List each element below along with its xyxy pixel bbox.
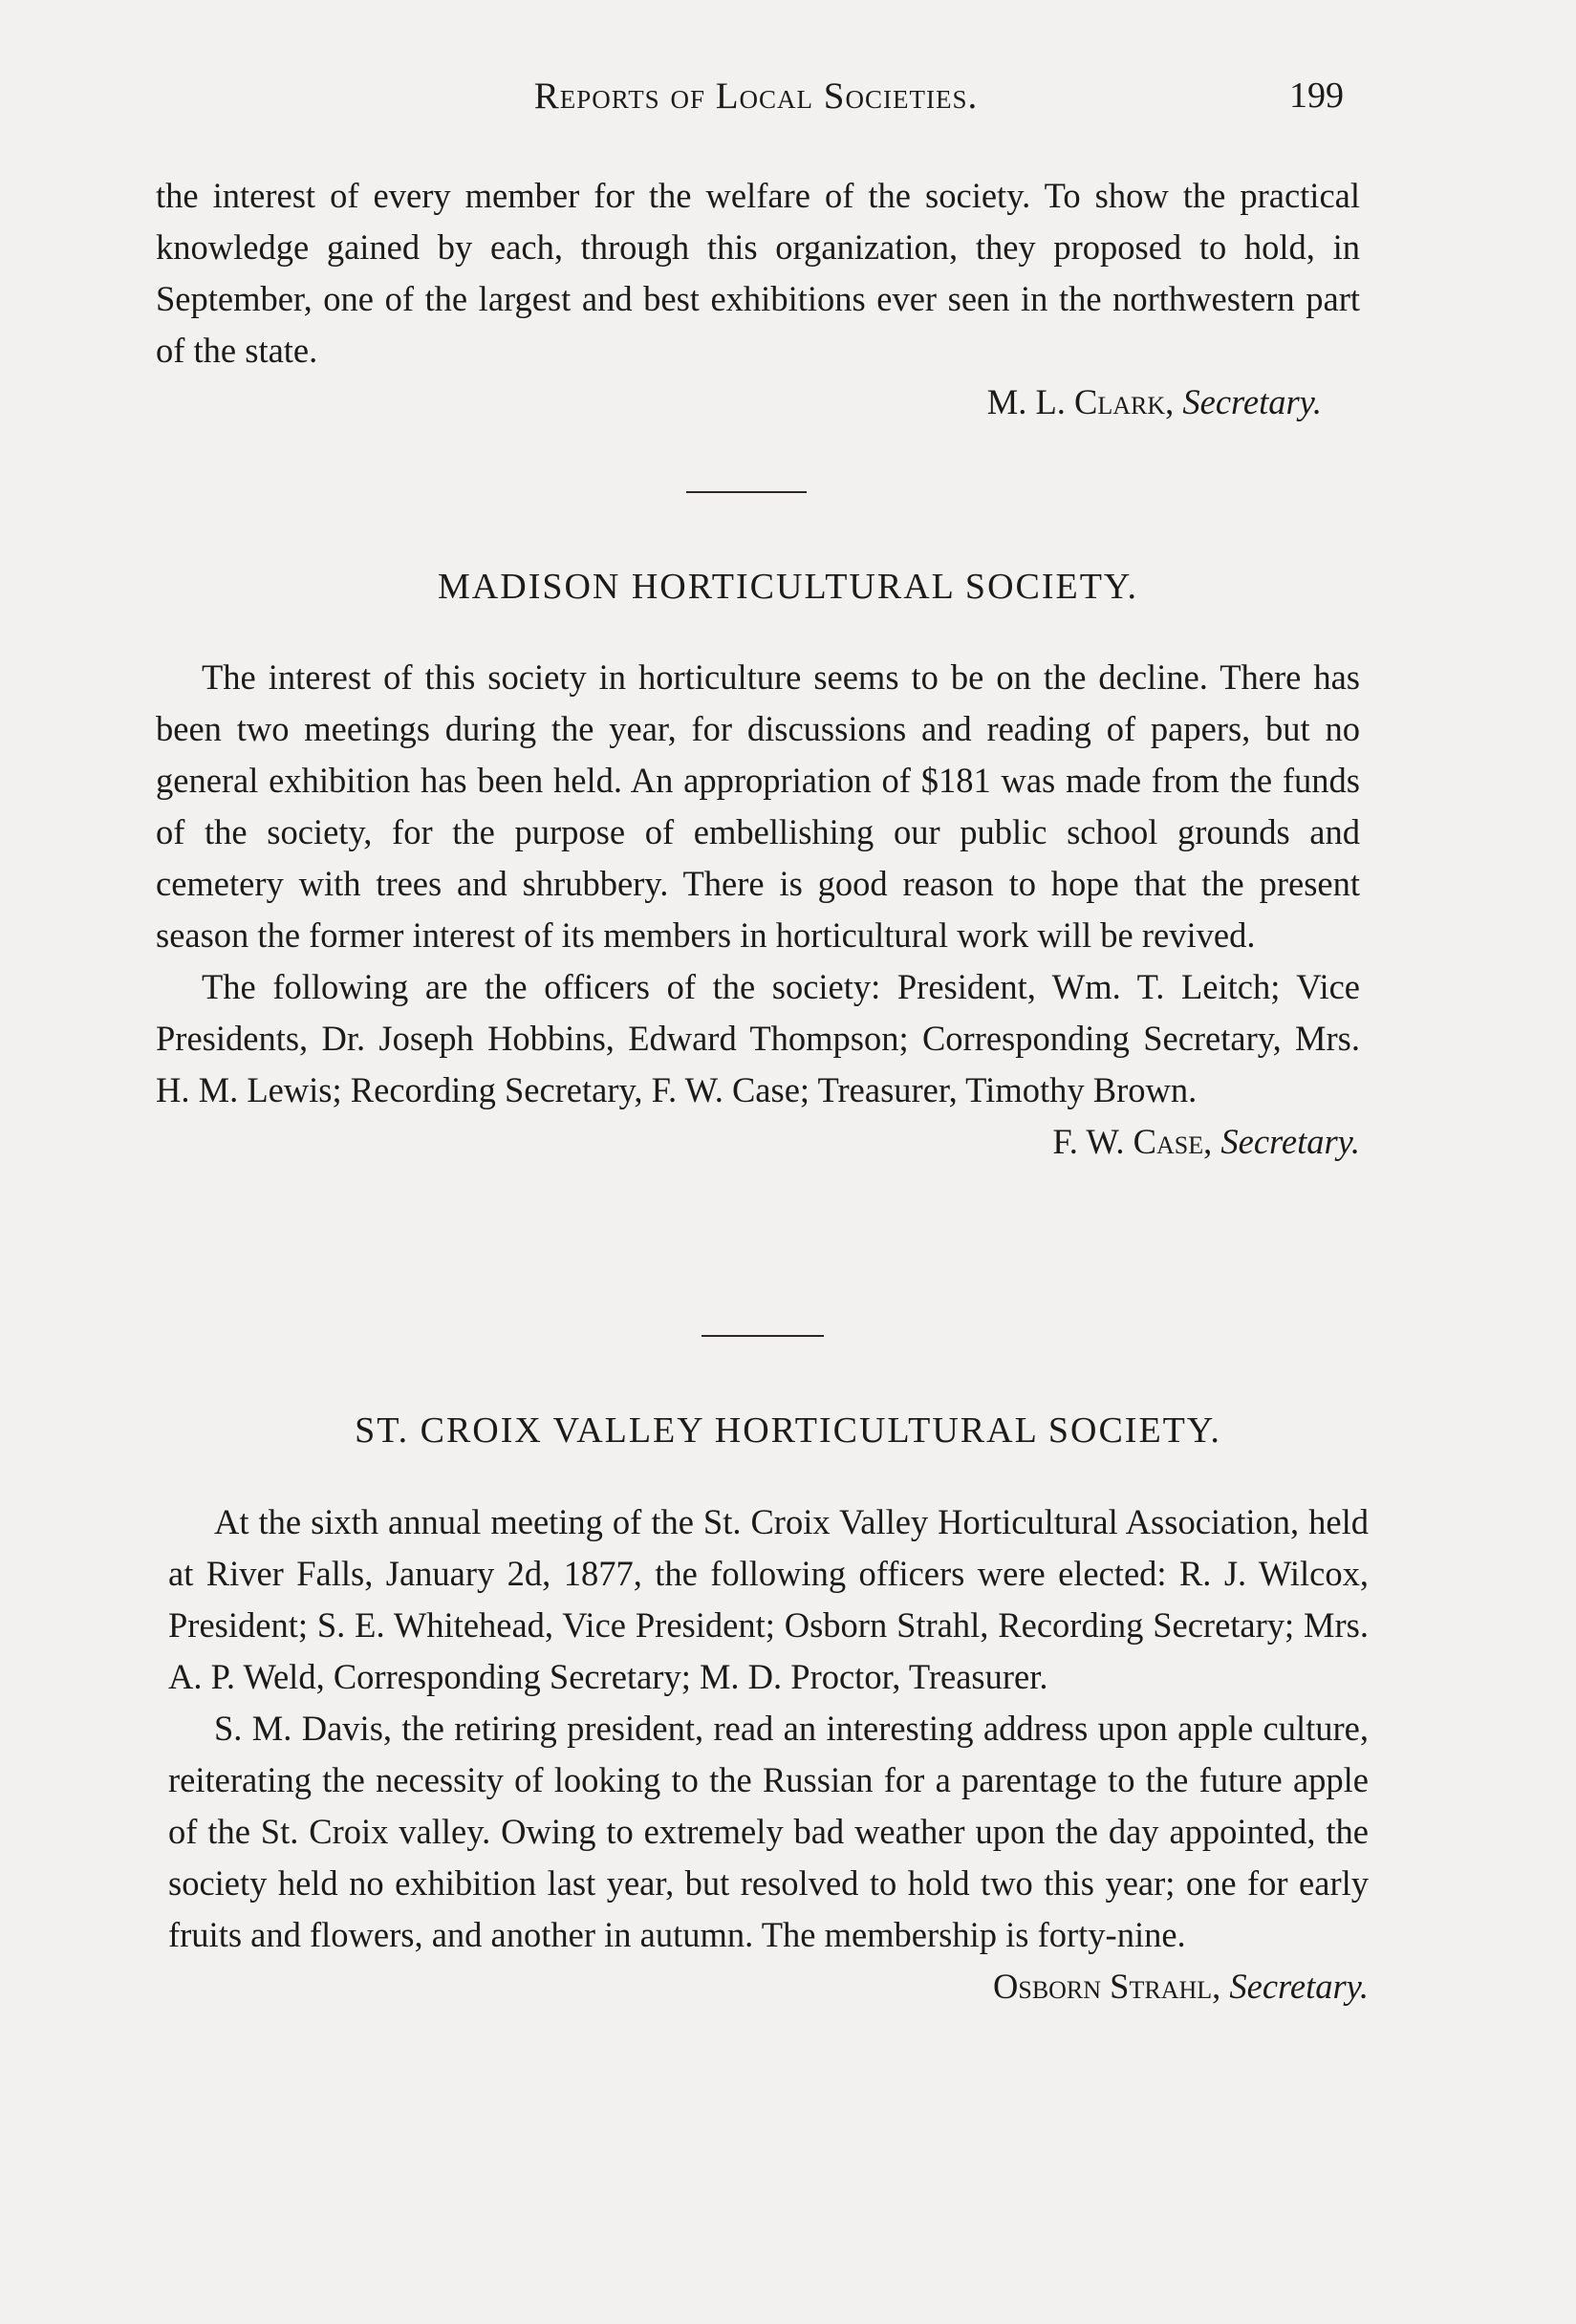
section-divider — [686, 491, 807, 493]
madison-paragraph-1: The interest of this society in horticulture seems to be on the decline. There has been two meetings during the year, for discussions and reading of papers, but no general exhibition has been held. An appropriation of $181 was made from the funds of the society, for the purpose of embellishing our public school grounds and cemetery with trees and shrubbery. There is good reason to hope that the present season the former interest of its members in horticultural work will be revived. — [156, 657, 1360, 955]
st-croix-paragraph-2-text: S. M. Davis, the retiring president, read an interesting address upon apple culture, reiterating the necessity of looking to the Russian for a parentage to the future apple of the St. Croix valley. Owing to extremely bad weather upon the day appointed, the society held no exhibition last year, but resolved to hold two this year; one for early fruits and flowers, and another in autumn. The membership is forty-nine. — [168, 1709, 1369, 1954]
signature-strahl — [947, 1961, 1369, 2012]
signature-name: F. W. Case, — [1052, 1122, 1213, 1161]
signature-name: Osborn Strahl, — [993, 1967, 1221, 2006]
running-title: Reports of Local Societies. — [533, 75, 979, 117]
madison-paragraph-2-text: The following are the officers of the society: President, Wm. T. Leitch; Vice Presidents, Dr. Joseph Hobbins, Edward Thompson; Corresponding Secretary, Mrs. H. M. Lewis; Recording Secretary, F. W. Case; Treasurer, Timothy Brown. — [156, 967, 1360, 1109]
st-croix-paragraph-1: At the sixth annual meeting of the St. Croix Valley Horticultural Association, held at River Falls, January 2d, 1877, the following officers were elected: R. J. Wilcox, President; S. E. Whitehead, Vice President; Osborn Strahl, Recording Secretary; Mrs. A. P. Weld, Corresponding Secretary; M. D. Proctor, Treasurer. — [168, 1502, 1369, 1696]
st-croix-paragraph-2 — [168, 1703, 1369, 2006]
section-title-st-croix: ST. CROIX VALLEY HORTICULTURAL SOCIETY. — [355, 1410, 1221, 1451]
section-divider — [702, 1335, 824, 1337]
section-st-croix — [168, 1496, 1369, 2012]
signature-name: M. L. Clark, — [986, 382, 1175, 421]
section-madison — [156, 652, 1360, 1168]
signature-role: Secretary. — [1220, 1122, 1360, 1161]
section-continuation — [156, 170, 1360, 428]
madison-paragraph-2 — [156, 961, 1360, 1161]
signature-role: Secretary. — [1182, 382, 1322, 421]
section-title-madison: MADISON HORTICULTURAL SOCIETY. — [438, 567, 1138, 607]
page-number: 199 — [1289, 75, 1344, 116]
signature-case — [1006, 1116, 1360, 1168]
continued-paragraph: the interest of every member for the welfare of the society. To show the practical knowledge gained by each, through this organization, they proposed to hold, in September, one of the largest and best exhibitions ever seen in the northwestern part of the state. — [156, 176, 1360, 370]
signature-role: Secretary. — [1229, 1967, 1369, 2006]
running-head — [0, 75, 1576, 132]
signature-clark — [156, 377, 1360, 428]
